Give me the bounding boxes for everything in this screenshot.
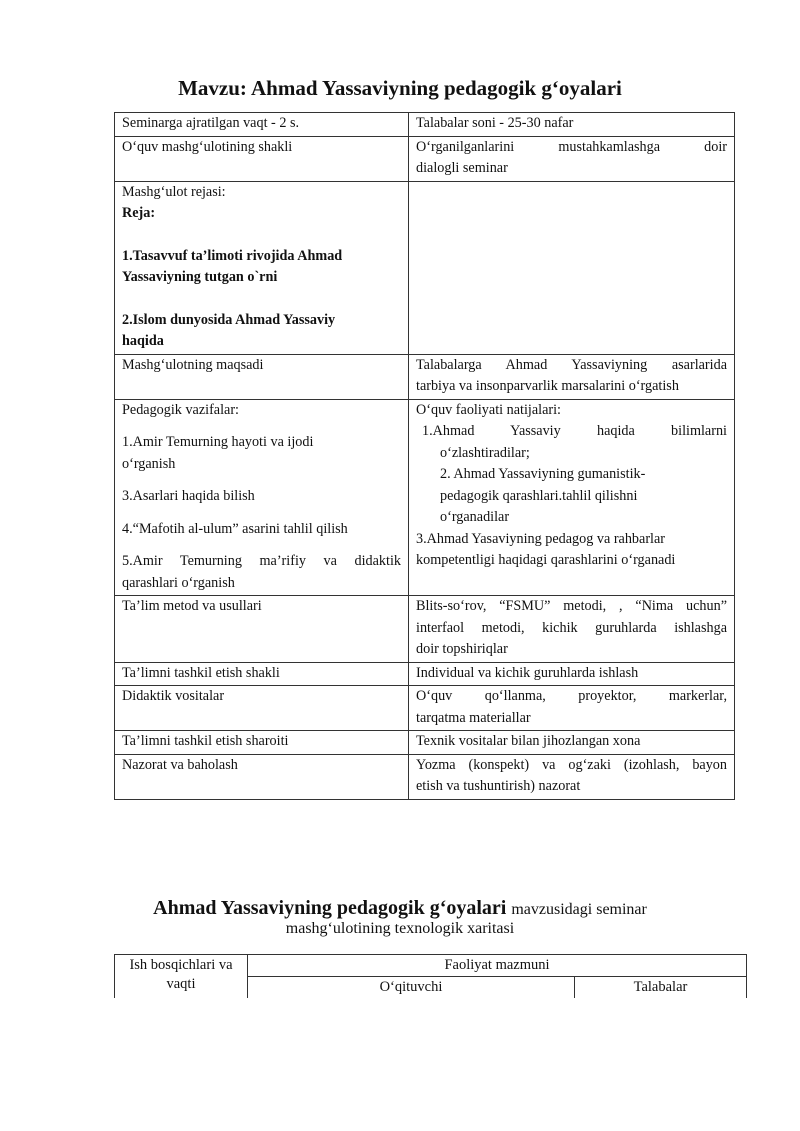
row-value — [409, 686, 735, 731]
text-line: tarqatma materiallar — [416, 709, 531, 726]
text-line: vaqti — [166, 976, 196, 992]
empty-cell — [409, 181, 735, 354]
table-row — [115, 136, 735, 181]
text-line: Talabalarga Ahmad Yassaviyning asarlarida — [416, 356, 727, 373]
text-line: 3.Ahmad Yasaviyning pedagog va rahbarlar — [416, 530, 666, 547]
section-heading — [0, 895, 800, 923]
text-line: Mashg‘ulot rejasi: — [122, 183, 226, 200]
text-line: 1.Amir Temurning hayoti va ijodi — [122, 434, 314, 450]
table-row — [115, 399, 735, 596]
text-line: haqida — [122, 333, 164, 349]
text-line: Yassaviyning tutgan o`rni — [122, 269, 278, 285]
row-label: Ta’lim metod va usullari — [115, 596, 409, 663]
row-label: Ta’limni tashkil etish shakli — [115, 662, 409, 686]
text-line: O‘quv qo‘llanma, proyektor, markerlar, — [416, 688, 727, 704]
row-value — [409, 136, 735, 181]
text-line: o‘rganish — [122, 455, 176, 472]
tasks-cell — [115, 399, 409, 596]
text-line: etish va tushuntirish) nazorat — [416, 778, 581, 794]
row-value: Texnik vositalar bilan jihozlangan xona — [409, 731, 735, 755]
text-line: pedagogik qarashlari.tahlil qilishni — [440, 487, 638, 504]
text-line: tarbiya va insonparvarlik marsalarini o‘rgatish — [416, 378, 679, 394]
text-line: 3.Asarlari haqida bilish — [122, 488, 255, 504]
tech-map-table — [114, 954, 747, 998]
text-line: 5.Amir Temurning ma’rifiy va didaktik — [122, 553, 401, 569]
row-label: Mashg‘ulotning maqsadi — [115, 354, 409, 399]
text-line: O‘rganilganlarini mustahkamlashga doir — [416, 138, 727, 155]
row-label: Didaktik vositalar — [115, 686, 409, 731]
table-row — [115, 754, 735, 799]
text-line: 1.Ahmad Yassaviy haqida bilimlarni — [422, 423, 727, 439]
text-line: interfaol metodi, kichik guruhlarda ishlashga — [416, 619, 727, 636]
row-label: Nazorat va baholash — [115, 754, 409, 799]
results-cell — [409, 399, 735, 596]
text-line: Pedagogik vazifalar: — [122, 401, 239, 418]
text-line: doir topshiriqlar — [416, 641, 508, 657]
text-line: Ish bosqichlari va — [129, 957, 233, 973]
text-line: 2.Islom dunyosida Ahmad Yassaviy — [122, 311, 336, 328]
section-heading-bold: Ahmad Yassaviyning pedagogik g‘oyalari — [153, 897, 507, 919]
col-header-students: Talabalar — [575, 977, 747, 999]
text-line: O‘quv faoliyati natijalari: — [416, 401, 561, 418]
table-row — [115, 181, 735, 354]
row-value: Individual va kichik guruhlarda ishlash — [409, 662, 735, 686]
row-value: Talabalar soni - 25-30 nafar — [409, 113, 735, 137]
text-line: 1.Tasavvuf ta’limoti rivojida Ahmad — [122, 247, 343, 264]
table-row — [115, 113, 735, 137]
text-line: 2. Ahmad Yassaviyning gumanistik- — [440, 466, 646, 482]
plan-cell — [115, 181, 409, 354]
text-line: o‘rganadilar — [440, 509, 510, 525]
row-label: Ta’limni tashkil etish sharoiti — [115, 731, 409, 755]
lesson-info-table — [114, 112, 735, 800]
text-line: qarashlari o‘rganish — [122, 574, 235, 591]
page-title: Mavzu: Ahmad Yassaviyning pedagogik g‘oyalari — [178, 76, 622, 100]
table-row — [115, 731, 735, 755]
text-line: o‘zlashtiradilar; — [440, 444, 530, 461]
row-label: Seminarga ajratilgan vaqt - 2 s. — [115, 113, 409, 137]
row-value — [409, 754, 735, 799]
table-header-row — [115, 955, 747, 977]
section-heading-line2: mashg‘ulotining texnologik xaritasi — [285, 920, 515, 937]
table-row — [115, 686, 735, 731]
text-line: kompetentligi haqidagi qarashlarini o‘rganadi — [416, 552, 676, 568]
text-line: Yozma (konspekt) va og‘zaki (izohlash, bayon — [416, 756, 727, 773]
col-header-activity: Faoliyat mazmuni — [248, 955, 747, 977]
text-line: dialogli seminar — [416, 160, 508, 176]
table-row — [115, 354, 735, 399]
text-line: Blits-so‘rov, “FSMU” metodi, , “Nima uchun” — [416, 598, 727, 614]
col-header-stages — [115, 955, 248, 999]
row-value — [409, 596, 735, 663]
table-row — [115, 662, 735, 686]
row-label: O‘quv mashg‘ulotining shakli — [115, 136, 409, 181]
col-header-teacher: O‘qituvchi — [248, 977, 575, 999]
text-line: 4.“Mafotih al-ulum” asarini tahlil qilish — [122, 520, 348, 537]
section-heading-rest: mavzusidagi seminar — [511, 901, 647, 918]
text-line: Reja: — [122, 205, 156, 221]
row-value — [409, 354, 735, 399]
table-row — [115, 596, 735, 663]
